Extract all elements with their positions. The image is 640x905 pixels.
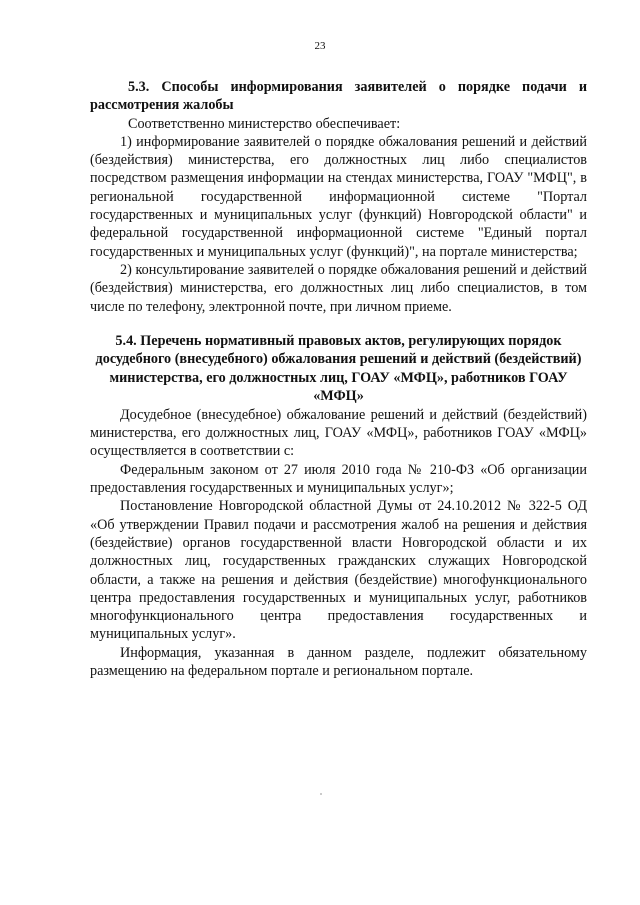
section-5-3-intro: Соответственно министерство обеспечивает:	[128, 115, 401, 132]
section-5-4-intro: Досудебное (внесудебное) обжалование решений и действий (бездействий) министерства, его должностных лиц, ГОАУ «МФЦ», работников ГОАУ «МФЦ» осуществляется в соответствии с:	[90, 406, 587, 460]
section-5-4-heading: 5.4. Перечень нормативный правовых актов, регулирующих порядок досудебного (внесудебного) обжалования решений и действий (бездействий) министерства, его должностных лиц, ГОАУ «МФЦ», работников ГОАУ «МФЦ»	[95, 332, 582, 405]
closing-paragraph: Информация, указанная в данном разделе, подлежит обязательному размещению на федеральном портале и региональном портале.	[90, 644, 587, 680]
scan-speck	[320, 793, 322, 795]
page-content	[90, 78, 587, 680]
page-number: 23	[314, 40, 326, 52]
section-5-3-item-2: 2) консультирование заявителей о порядке обжалования решений и действий (бездействия) министерства, его должностных лиц либо специалистов, в том числе по телефону, электронной почте, при личном приеме.	[90, 261, 587, 315]
section-5-3-item-1: 1) информирование заявителей о порядке обжалования решений и действий (бездействия) министерства, его должностных лиц либо специалистов посредством размещения информации на стендах министерства, ГОАУ "МФЦ", в региональной государственной информационной системе "Портал государственных и муниципальных услуг (функций) Новгородской области" и федеральной государственной информационной системе "Единый портал государственных и муниципальных услуг (функций)", на портале министерства;	[90, 133, 587, 260]
federal-law-paragraph: Федеральным законом от 27 июля 2010 года № 210-ФЗ «Об организации предоставления государственных и муниципальных услуг»;	[90, 461, 587, 497]
resolution-paragraph: Постановление Новгородской областной Думы от 24.10.2012 № 322-5 ОД «Об утверждении Правил подачи и рассмотрения жалоб на решения и действия (бездействие) органов государственной власти Новгородской области и их должностных лиц, государственных гражданских служащих Новгородской области, а также на решения и действия (бездействие) многофункционального центра предоставления государственных и муниципальных услуг, работников многофункционального центра предоставления государственных и муниципальных услуг».	[90, 498, 587, 643]
section-5-3-heading: 5.3. Способы информирования заявителей о порядке подачи и рассмотрения жалобы	[90, 79, 587, 114]
